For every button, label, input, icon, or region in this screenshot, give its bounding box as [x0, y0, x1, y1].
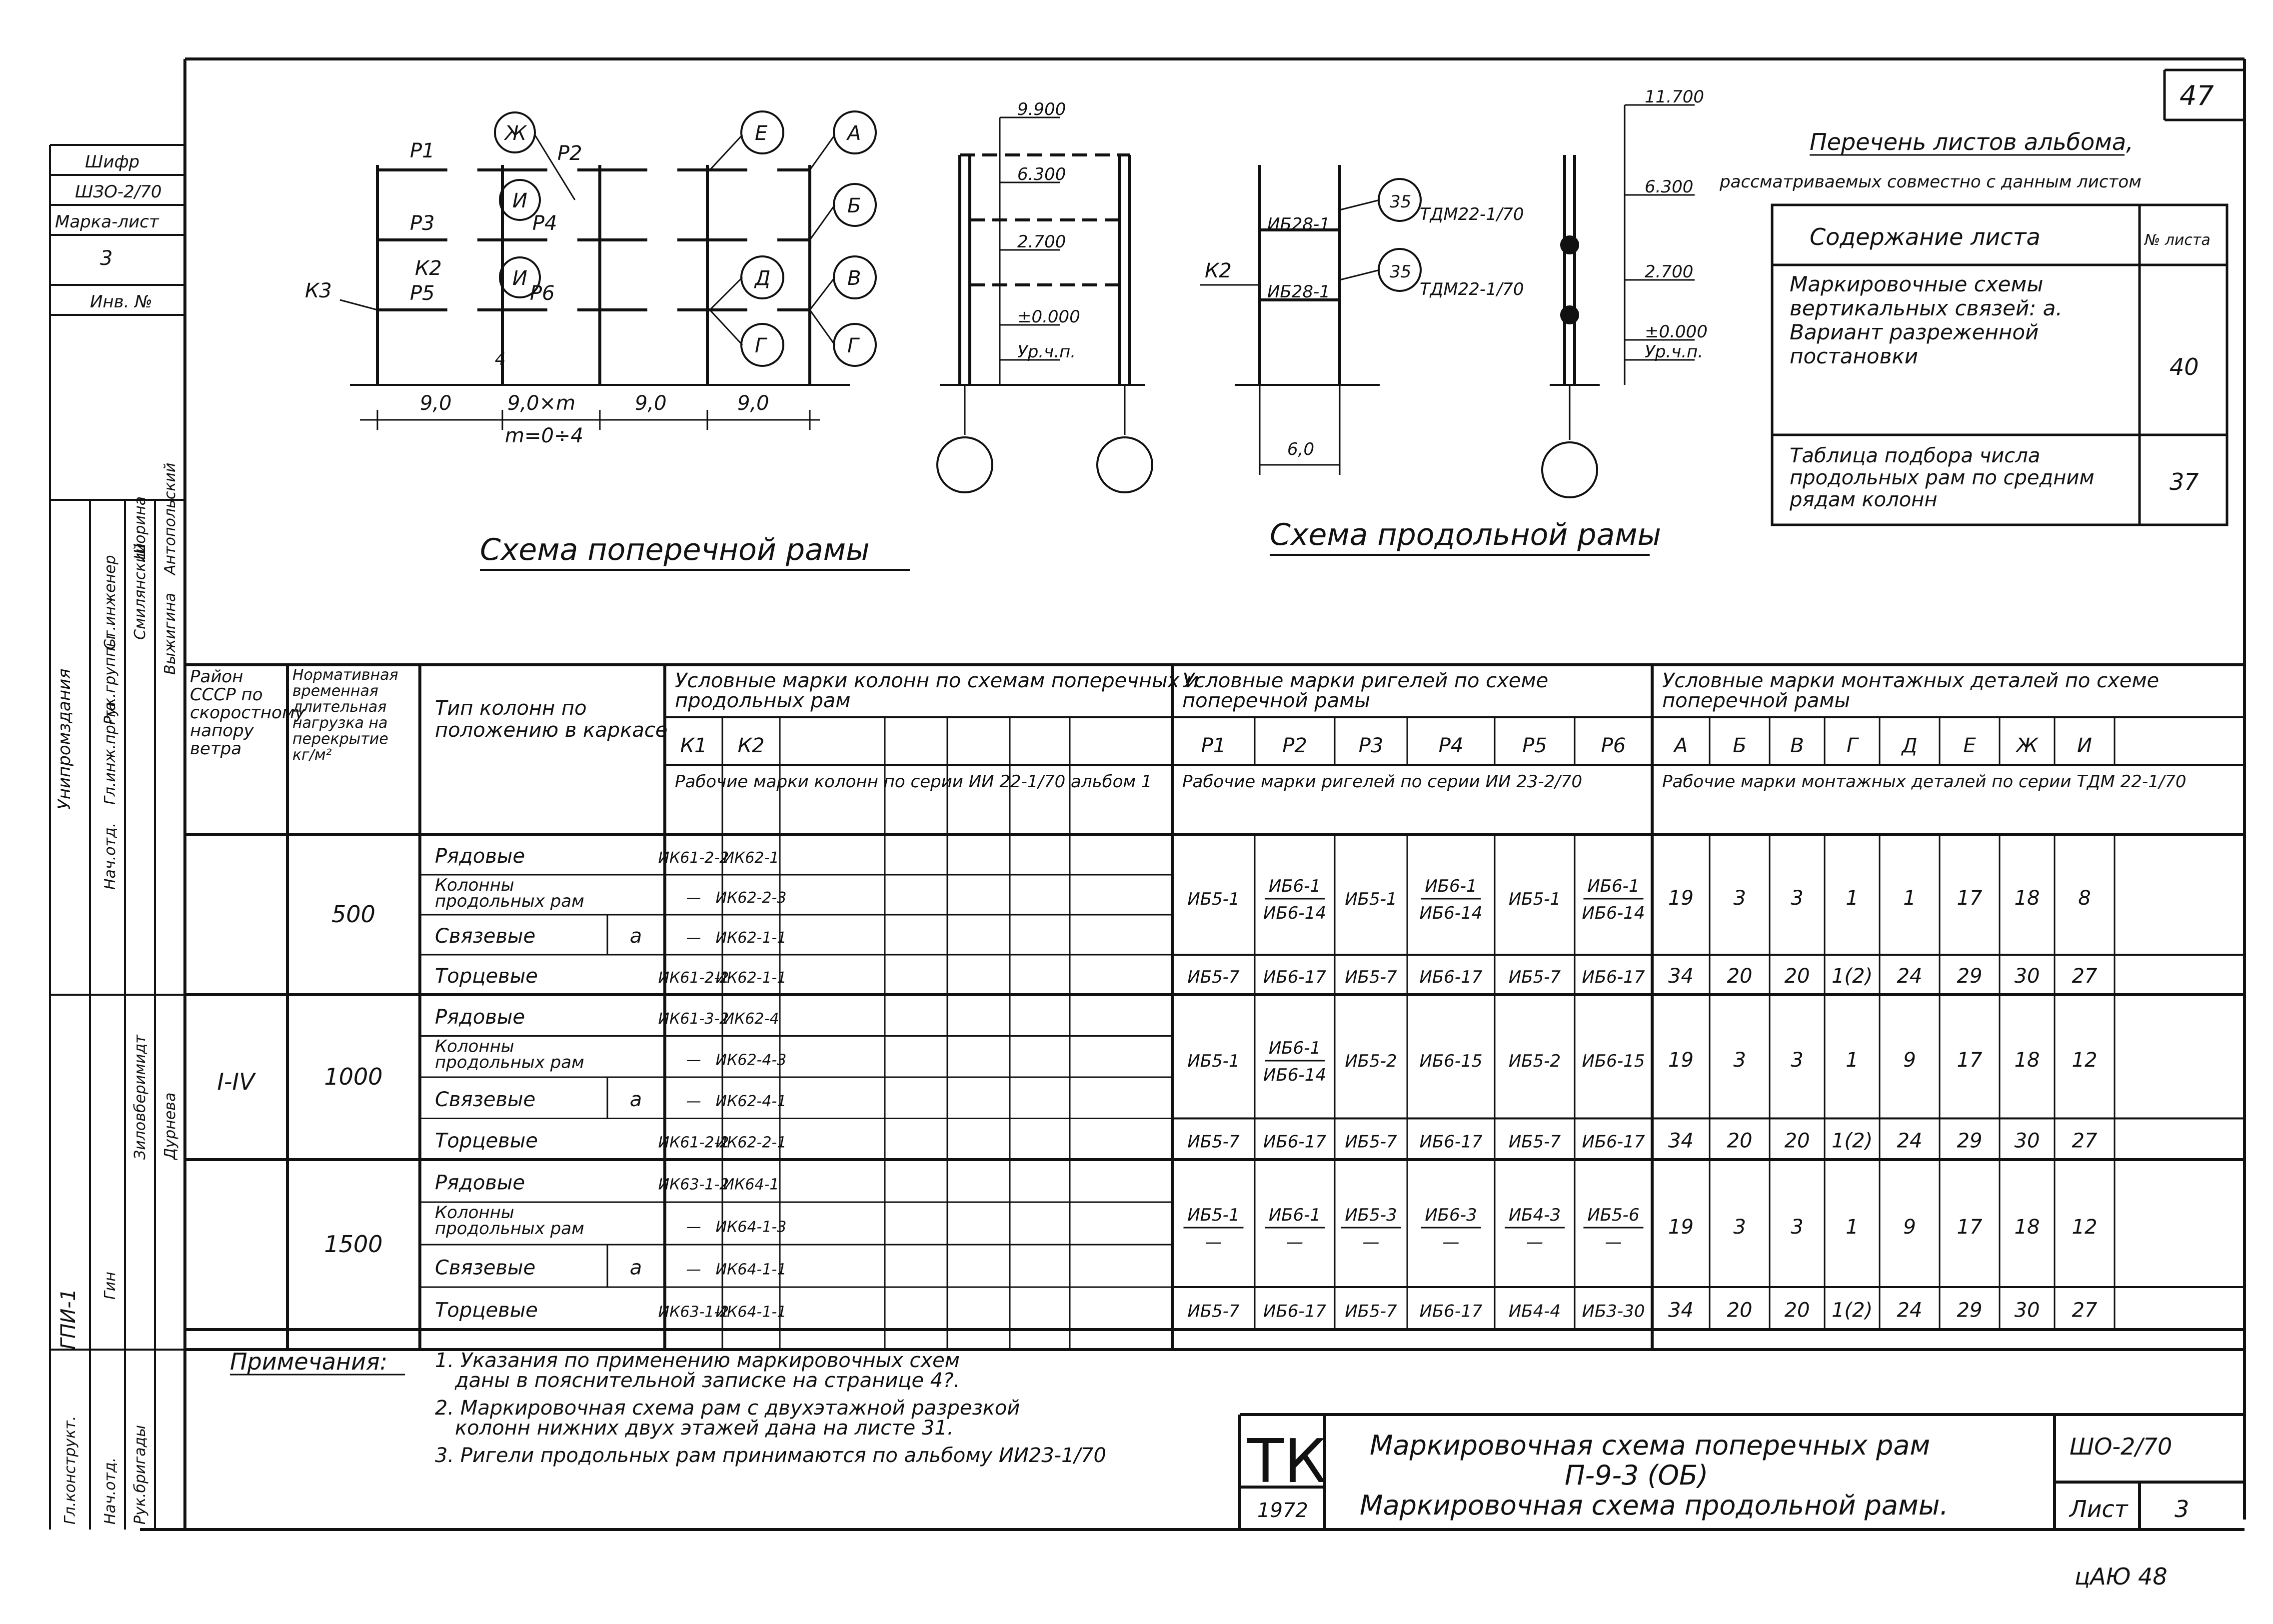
header-load: нагрузка на [292, 714, 388, 732]
row-sub: а [629, 1088, 642, 1111]
det-end: 1(2) [1831, 1299, 1873, 1322]
beam-main-sub: — [1205, 1232, 1222, 1252]
header-load: длительная [292, 698, 387, 716]
beam-end: ИБ4-4 [1508, 1301, 1561, 1322]
det-end: 24 [1897, 1129, 1923, 1153]
col-k1: — [686, 889, 701, 907]
col-k1: ИК61-2-2 [658, 969, 729, 987]
det-end: 1(2) [1831, 1129, 1873, 1153]
page-number: 47 [2180, 80, 2214, 111]
beam-end: ИБ5-7 [1187, 1301, 1240, 1322]
det-mark-7: Ж [2016, 734, 2038, 757]
beam-end: ИБ5-7 [1345, 967, 1397, 987]
beam-main-sub: ИБ6-14 [1419, 903, 1483, 923]
beam-main: ИБ4-3 [1508, 1205, 1561, 1225]
title-sheet-label: Лист [2070, 1496, 2128, 1523]
sheet-list-row-2-content-wrap [1790, 445, 2135, 525]
strip-sheet-no: 3 [100, 247, 113, 270]
m-note: m=0÷4 [505, 424, 583, 447]
det-end: 1(2) [1831, 965, 1873, 988]
header-load: кг/м² [292, 746, 332, 764]
note-line-3: 2. Маркировочная схема рам с двухэтажной разрезкой [435, 1397, 1020, 1420]
long-dim: 6,0 [1287, 439, 1315, 459]
beam-main: ИБ5-1 [1187, 889, 1240, 909]
beam-label-r2: Р2 [557, 142, 582, 165]
long-beam-mark-2: ИБ28-1 [1267, 282, 1330, 302]
header-type: Тип колонн по [435, 697, 587, 720]
beam-end: ИБ5-7 [1187, 967, 1240, 987]
strip-role-3: Рук.группы [101, 635, 119, 725]
det-main: 3 [1733, 887, 1746, 910]
long-detail-code-2: ТДМ22-1/70 [1420, 279, 1524, 299]
det-main: 19 [1668, 1216, 1694, 1239]
det-end: 20 [1727, 1299, 1753, 1322]
beam-main: ИБ5-1 [1187, 1205, 1240, 1225]
header-beams: поперечной рамы [1182, 689, 1371, 712]
beam-main: ИБ6-1 [1587, 876, 1640, 896]
beam-end: ИБ6-17 [1419, 1132, 1483, 1152]
beam-label-k2: К2 [415, 257, 442, 280]
sheet-list-row-2-sheet: 37 [2170, 468, 2199, 495]
row-type: Торцевые [435, 965, 538, 988]
beam-main: ИБ6-1 [1268, 1205, 1321, 1225]
header-beams-sub: Рабочие марки ригелей по серии ИИ 23-2/70 [1182, 772, 1583, 792]
col-k2: ИК62-4-3 [715, 1051, 787, 1069]
beam-main: ИБ5-1 [1508, 889, 1561, 909]
beam-mark-3: Р3 [1358, 734, 1384, 757]
strip-name-6: Зиловберимидт [131, 1035, 149, 1160]
beam-main: ИБ5-1 [1345, 889, 1397, 909]
beam-main: ИБ6-1 [1425, 876, 1477, 896]
det-mark-1: А [1674, 734, 1688, 757]
beam-end: ИБ6-17 [1263, 967, 1326, 987]
col-mark-2: К2 [737, 734, 765, 757]
dim-4: 9,0 [737, 392, 769, 415]
det-end: 34 [1668, 1299, 1694, 1322]
header-region: СССР по [190, 685, 263, 705]
strip-mark-label: Марка-лист [55, 212, 159, 232]
row-type: Колонны [435, 1036, 514, 1057]
header-type: положению в каркасе [435, 719, 668, 742]
strip-code: ШЗО-2/70 [75, 182, 162, 202]
beam-main: ИБ5-3 [1345, 1205, 1397, 1225]
strip-role-1: Нач.отд. [101, 822, 119, 890]
det-end: 34 [1668, 1129, 1694, 1153]
det-end: 24 [1897, 965, 1923, 988]
det-end: 30 [2014, 1299, 2040, 1322]
header-region: напору [190, 721, 254, 741]
col-k1: ИК63-1-2 [658, 1176, 729, 1194]
strip-role-6: Нач.отд. [101, 1457, 119, 1525]
det-main: 1 [1846, 1216, 1859, 1239]
det-main: 1 [1846, 1049, 1859, 1072]
row-type: Колонны [435, 1203, 514, 1223]
sheet-list-row-1-content: Маркировочные схемы вертикальных связей: а. Вариант разреженной постановки [1790, 272, 2063, 368]
node-g1: Г [755, 334, 766, 357]
header-det: Условные марки монтажных деталей по схеме [1662, 669, 2160, 692]
col-k2: ИК64-1-3 [715, 1218, 787, 1236]
cross-level-1: 9.900 [1017, 99, 1066, 119]
beam-end: ИБ6-17 [1419, 1301, 1483, 1322]
node-b: Б [847, 194, 861, 217]
det-main: 3 [1733, 1049, 1746, 1072]
det-main: 18 [2014, 1049, 2040, 1072]
dim-3: 9,0 [635, 392, 667, 415]
row-type: Рядовые [435, 1171, 525, 1195]
header-load: перекрытие [292, 730, 388, 748]
det-mark-8: И [2077, 734, 2092, 757]
cross-level-2: 6.300 [1017, 164, 1066, 184]
col-k1: ИК63-1-2 [658, 1303, 729, 1321]
det-end: 20 [1784, 965, 1810, 988]
note-line-5: 3. Ригели продольных рам принимаются по альбому ИИ23-1/70 [435, 1444, 1106, 1467]
beam-label-r4: Р4 [532, 212, 557, 235]
det-end: 24 [1897, 1299, 1923, 1322]
det-end: 29 [1957, 965, 1983, 988]
strip-role-5: Гл.конструкт. [61, 1416, 79, 1525]
col-k2: ИК62-2-1 [715, 1134, 787, 1152]
beam-main: ИБ5-2 [1345, 1051, 1397, 1071]
header-beams: Условные марки ригелей по схеме [1182, 669, 1549, 692]
row-type: Торцевые [435, 1299, 538, 1322]
header-load: временная [292, 682, 378, 700]
title-year: 1972 [1257, 1499, 1308, 1522]
det-main: 17 [1957, 1049, 1983, 1072]
beam-end: ИБ6-17 [1263, 1301, 1326, 1322]
beam-main-sub: — [1286, 1232, 1303, 1252]
bottom-right-note: цАЮ 48 [2075, 1563, 2168, 1590]
load-500: 500 [331, 901, 375, 928]
det-mark-4: Г [1846, 734, 1858, 757]
row-type: продольных рам [435, 1052, 584, 1073]
col-k1: — [686, 1092, 701, 1110]
col-k2: ИК62-4 [723, 1010, 779, 1028]
beam-end: ИБ6-17 [1419, 967, 1483, 987]
col-mark-1: К1 [680, 734, 707, 757]
sheet-list-col-sheet: № листа [2145, 231, 2211, 249]
col-k2: ИК62-4-1 [715, 1092, 787, 1110]
det-end: 20 [1784, 1129, 1810, 1153]
det-mark-5: Д [1902, 734, 1918, 757]
strip-name-5: Гин [101, 1272, 119, 1300]
long-detail-mark-1: 35 [1390, 192, 1412, 212]
det-end: 30 [2014, 1129, 2040, 1153]
col-k2: ИК62-1-1 [715, 969, 787, 987]
beam-main-sub: — [1362, 1232, 1380, 1252]
row-type: Связевые [435, 925, 536, 948]
col-k1: — [686, 929, 701, 947]
det-mark-6: Е [1963, 734, 1976, 757]
col-k2: ИК62-1-1 [715, 929, 787, 947]
node-a: А [847, 122, 861, 145]
det-main: 18 [2014, 887, 2040, 910]
beam-main-sub: ИБ6-14 [1263, 1065, 1326, 1085]
load-1500: 1500 [324, 1231, 383, 1258]
long-detail-mark-2: 35 [1390, 262, 1412, 282]
long-level-1: 11.700 [1645, 87, 1704, 107]
beam-mark-6: Р6 [1601, 734, 1626, 757]
det-main: 3 [1791, 1049, 1804, 1072]
beam-label-r3: Р3 [410, 212, 435, 235]
det-end: 27 [2072, 1129, 2098, 1153]
det-mark-2: Б [1733, 734, 1747, 757]
det-end: 27 [2072, 965, 2098, 988]
title-code: ШО-2/70 [2070, 1433, 2173, 1460]
beam-main-sub: ИБ6-14 [1582, 903, 1645, 923]
strip-name-4: Шорина [131, 496, 149, 560]
col-k1: — [686, 1261, 701, 1279]
beam-main-sub: — [1442, 1232, 1460, 1252]
header-cols: Условные марки колонн по схемам поперечных и [675, 669, 1199, 692]
beam-main: ИБ5-1 [1187, 1051, 1240, 1071]
strip-role-7: Рук.бригады [131, 1425, 149, 1525]
beam-end: ИБ5-7 [1508, 967, 1561, 987]
strip-name-7: Дурнева [161, 1092, 179, 1160]
dim-1: 9,0 [420, 392, 452, 415]
col-k2: ИК62-1 [723, 849, 779, 867]
beam-main-sub: ИБ6-14 [1263, 903, 1326, 923]
sheet-list-title: Перечень листов альбома, [1810, 128, 2134, 155]
strip-role-2: Гл.инж.пр-та [101, 701, 119, 805]
strip-inv-label: Инв. № [90, 292, 152, 312]
beam-main: ИБ6-3 [1425, 1205, 1477, 1225]
beam-mark-5: Р5 [1522, 734, 1547, 757]
load-1000: 1000 [324, 1063, 383, 1090]
cross-level-5: Ур.ч.п. [1017, 342, 1076, 362]
beam-main: ИБ6-1 [1268, 1038, 1321, 1058]
beam-main-sub: — [1605, 1232, 1622, 1252]
strip-cipher-label: Шифр [85, 152, 140, 172]
long-level-5: Ур.ч.п. [1645, 342, 1704, 362]
long-frame-scheme [1200, 105, 1695, 555]
det-main: 1 [1846, 887, 1859, 910]
notes-title: Примечания: [230, 1348, 388, 1375]
beam-label-r6: Р6 [530, 282, 555, 305]
long-k2: К2 [1205, 259, 1232, 282]
beam-end: ИБ6-17 [1263, 1132, 1326, 1152]
sheet-list-col-content: Содержание листа [1810, 223, 2041, 250]
sheet-list-row-2-content: Таблица подбора числа продольных рам по средним рядам колонн [1790, 445, 2095, 511]
node-v: В [847, 267, 861, 290]
row-type: Торцевые [435, 1129, 538, 1153]
beam-main-sub: — [1526, 1232, 1543, 1252]
col-k1: — [686, 1051, 701, 1069]
beam-label-r5: Р5 [410, 282, 435, 305]
row-type: Колонны [435, 875, 514, 895]
col-k2: ИК62-2-3 [715, 889, 787, 907]
header-region: скоростному [190, 703, 305, 723]
beam-mark-1: Р1 [1201, 734, 1226, 757]
beam-main: ИБ6-15 [1419, 1051, 1483, 1071]
row-type: Рядовые [435, 845, 525, 868]
beam-main: ИБ5-6 [1587, 1205, 1640, 1225]
row-sub: а [629, 1256, 642, 1280]
node-g2: Г [847, 334, 859, 357]
node-zh: Ж [505, 122, 527, 145]
det-end: 20 [1727, 965, 1753, 988]
header-load: Нормативная [292, 666, 398, 684]
det-main: 9 [1903, 1049, 1916, 1072]
det-end: 30 [2014, 965, 2040, 988]
det-main: 12 [2072, 1049, 2098, 1072]
beam-main: ИБ6-15 [1582, 1051, 1645, 1071]
dim-2: 9,0×m [507, 392, 576, 415]
long-frame-caption: Схема продольной рамы [1270, 517, 1661, 552]
beam-main: ИБ6-1 [1268, 876, 1321, 896]
strip-name-3: Смилянский [131, 543, 149, 640]
beam-label-k3: К3 [305, 279, 332, 302]
strip-name-2: Антопольский [161, 462, 179, 575]
det-main: 17 [1957, 887, 1983, 910]
node-4: 4 [495, 349, 506, 369]
title-sheet-no: 3 [2175, 1496, 2190, 1523]
tk-logo: ТК [1247, 1427, 1327, 1497]
node-d: Д [755, 267, 771, 290]
region-value: I-IV [217, 1068, 255, 1095]
header-det: поперечной рамы [1662, 689, 1851, 712]
cross-level-4: ±0.000 [1017, 307, 1080, 327]
det-main: 8 [2078, 887, 2091, 910]
row-type: продольных рам [435, 1219, 584, 1239]
node-i1: И [512, 189, 527, 212]
det-main: 19 [1668, 1049, 1694, 1072]
det-main: 1 [1903, 887, 1916, 910]
det-main: 19 [1668, 887, 1694, 910]
beam-end: ИБ5-7 [1187, 1132, 1240, 1152]
row-type: Связевые [435, 1088, 536, 1111]
strip-org2: ГПИ-1 [57, 1288, 80, 1350]
det-main: 9 [1903, 1216, 1916, 1239]
det-end: 29 [1957, 1299, 1983, 1322]
long-level-2: 6.300 [1645, 177, 1694, 197]
sheet-list-row-1-sheet: 40 [2170, 353, 2199, 380]
det-end: 34 [1668, 965, 1694, 988]
det-main: 17 [1957, 1216, 1983, 1239]
beam-label-r1: Р1 [410, 139, 435, 162]
title-line-1: Маркировочная схема поперечных рам [1370, 1430, 1931, 1461]
det-main: 12 [2072, 1216, 2098, 1239]
long-beam-mark-1: ИБ28-1 [1267, 214, 1330, 234]
beam-mark-2: Р2 [1282, 734, 1307, 757]
strip-role-4: Ст.инженер [101, 555, 119, 650]
beam-main: ИБ5-2 [1508, 1051, 1561, 1071]
det-mark-3: В [1790, 734, 1804, 757]
beam-end: ИБ5-7 [1508, 1132, 1561, 1152]
row-type: Рядовые [435, 1005, 525, 1029]
beam-end: ИБ6-17 [1582, 1132, 1645, 1152]
col-k2: ИК64-1 [723, 1176, 779, 1194]
node-e: Е [755, 122, 768, 145]
beam-end: ИБ3-30 [1582, 1301, 1645, 1322]
note-line-4: колонн нижних двух этажей дана на листе 31. [455, 1417, 954, 1440]
header-det-sub: Рабочие марки монтажных деталей по серии ТДМ 22-1/70 [1662, 772, 2187, 792]
title-line-3: Маркировочная схема продольной рамы. [1360, 1490, 1949, 1521]
row-type: продольных рам [435, 891, 584, 911]
title-line-2: П-9-3 (ОБ) [1565, 1460, 1709, 1491]
col-k2: ИК64-1-1 [715, 1303, 787, 1321]
long-level-4: ±0.000 [1645, 322, 1708, 342]
det-main: 3 [1733, 1216, 1746, 1239]
det-end: 20 [1727, 1129, 1753, 1153]
det-end: 29 [1957, 1129, 1983, 1153]
det-main: 3 [1791, 887, 1804, 910]
note-line-2: даны в пояснительной записке на странице 4?. [455, 1369, 960, 1392]
col-k1: ИК61-2-2 [658, 1134, 729, 1152]
det-end: 27 [2072, 1299, 2098, 1322]
long-level-3: 2.700 [1645, 262, 1694, 282]
beam-mark-4: Р4 [1438, 734, 1464, 757]
cross-frame-scheme [340, 111, 910, 570]
note-line-1: 1. Указания по применению маркировочных схем [435, 1349, 960, 1372]
det-end: 20 [1784, 1299, 1810, 1322]
cross-frame-caption: Схема поперечной рамы [480, 532, 870, 567]
sheet-list-row-1-content-wrap [1790, 272, 2135, 432]
strip-name-1: Выжигина [161, 592, 179, 675]
col-k1: ИК61-2-2 [658, 849, 729, 867]
header-region: ветра [190, 739, 242, 759]
det-main: 18 [2014, 1216, 2040, 1239]
row-type: Связевые [435, 1256, 536, 1280]
node-i2: И [512, 267, 527, 290]
col-k1: — [686, 1218, 701, 1236]
sheet-list-subtitle: рассматриваемых совместно с данным листом [1720, 172, 2142, 192]
strip-org: Унипромздания [54, 668, 74, 810]
beam-end: ИБ5-7 [1345, 1132, 1397, 1152]
long-detail-code-1: ТДМ22-1/70 [1420, 204, 1524, 224]
col-k2: ИК64-1-1 [715, 1261, 787, 1279]
det-main: 3 [1791, 1216, 1804, 1239]
header-cols-sub: Рабочие марки колонн по серии ИИ 22-1/70 альбом 1 [675, 772, 1152, 792]
beam-end: ИБ5-7 [1345, 1301, 1397, 1322]
cross-level-3: 2.700 [1017, 232, 1066, 252]
beam-end: ИБ6-17 [1582, 967, 1645, 987]
row-sub: а [629, 925, 642, 948]
col-k1: ИК61-3-2 [658, 1010, 729, 1028]
header-region: Район [190, 667, 243, 687]
header-cols: продольных рам [675, 689, 851, 712]
